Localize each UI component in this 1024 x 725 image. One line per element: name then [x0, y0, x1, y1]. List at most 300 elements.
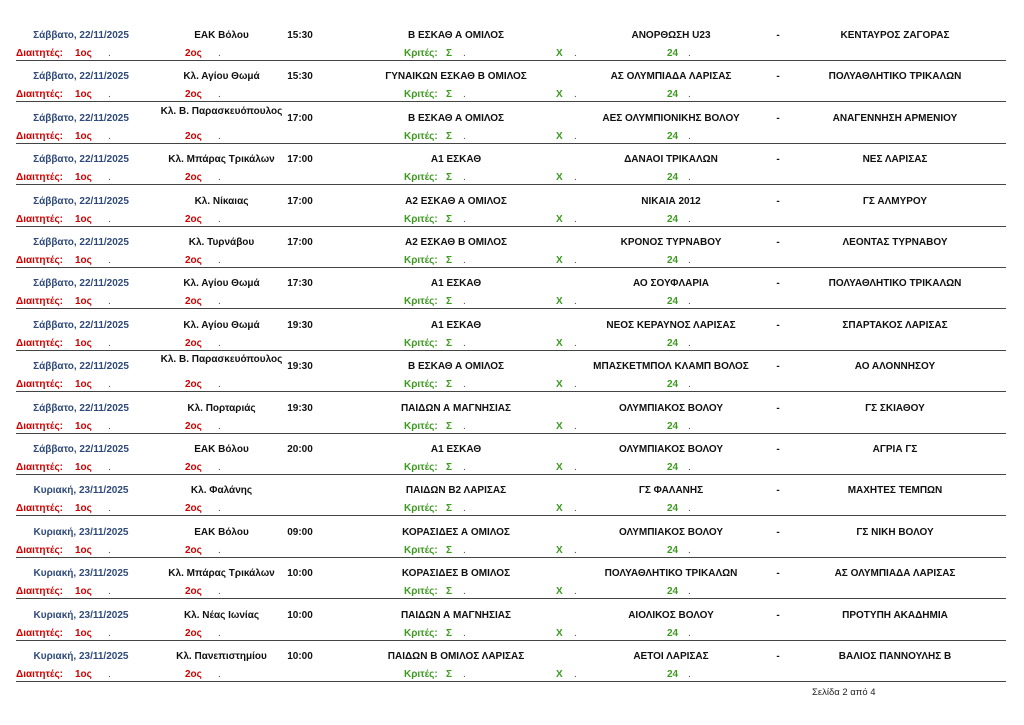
match-competition: Α2 ΕΣΚΑΘ Α ΟΜΙΛΟΣ [405, 195, 507, 207]
referee-1-label: 1ος [75, 586, 92, 598]
judge-24-label: 24 [667, 503, 679, 515]
match-date: Σάββατο, 22/11/2025 [33, 237, 129, 248]
placeholder-dot: . [574, 48, 577, 59]
placeholder-dot: . [688, 48, 691, 59]
referee-2-label: 2ος [185, 462, 202, 473]
match-competition: Α1 ΕΣΚΑΘ [430, 444, 482, 455]
match-row [16, 641, 1006, 682]
match-row [16, 393, 1006, 434]
judges-label: Κριτές: [404, 255, 438, 266]
placeholder-dot: . [463, 544, 466, 556]
match-venue: Κλ. Μπάρας Τρικάλων [168, 154, 275, 166]
placeholder-dot: . [463, 503, 466, 515]
referee-1-label: 1ος [75, 172, 92, 184]
judge-24-label: 24 [667, 627, 679, 639]
referees-label: Διαιτητές: [16, 627, 63, 639]
match-row [16, 227, 1006, 268]
judge-24-label: 24 [667, 130, 679, 142]
judge-x-label: Χ [556, 255, 563, 266]
referee-1-label: 1ος [75, 89, 92, 101]
judge-24-label: 24 [667, 337, 679, 349]
placeholder-dot: . [108, 586, 111, 598]
home-team: ΝΙΚΑΙΑ 2012 [641, 195, 701, 207]
match-competition: Β ΕΣΚΑΘ Α ΟΜΙΛΟΣ [407, 112, 505, 124]
judge-x-label: Χ [556, 48, 563, 59]
match-time: 17:00 [287, 195, 313, 207]
away-team: ΠΟΛΥΑΘΛΗΤΙΚΟ ΤΡΙΚΑΛΩΝ [828, 71, 962, 83]
match-date: Κυριακή, 23/11/2025 [33, 609, 129, 621]
match-time: 17:00 [287, 154, 313, 166]
placeholder-dot: . [463, 379, 466, 391]
judge-s-label: Σ [446, 669, 453, 680]
match-row [16, 103, 1006, 144]
match-time: 15:30 [287, 30, 313, 41]
match-row [16, 351, 1006, 392]
match-row [16, 475, 1006, 516]
placeholder-dot: . [463, 48, 466, 59]
placeholder-dot: . [218, 586, 221, 598]
placeholder-dot: . [688, 172, 691, 184]
judge-s-label: Σ [446, 462, 453, 473]
judge-x-label: Χ [556, 89, 563, 101]
match-date: Σάββατο, 22/11/2025 [33, 319, 129, 331]
away-team: ΑΝΑΓΕΝΝΗΣΗ ΑΡΜΕΝΙΟΥ [832, 112, 958, 124]
home-team: ΟΛΥΜΠΙΑΚΟΣ ΒΟΛΟΥ [618, 444, 724, 455]
home-team: ΟΛΥΜΠΙΑΚΟΣ ΒΟΛΟΥ [618, 402, 724, 414]
referee-2-label: 2ος [185, 255, 202, 266]
placeholder-dot: . [574, 462, 577, 473]
versus-dash: - [776, 526, 780, 538]
referees-label: Διαιτητές: [16, 544, 63, 556]
match-venue: Κλ. Μπάρας Τρικάλων [168, 568, 275, 580]
versus-dash: - [776, 651, 780, 662]
judge-x-label: Χ [556, 462, 563, 473]
judge-s-label: Σ [446, 213, 453, 225]
match-date: Σάββατο, 22/11/2025 [33, 30, 129, 41]
placeholder-dot: . [218, 462, 221, 473]
placeholder-dot: . [108, 296, 111, 308]
referees-label: Διαιτητές: [16, 130, 63, 142]
match-date: Σάββατο, 22/11/2025 [33, 112, 129, 124]
match-venue: Κλ. Β. Παρασκευόπουλος [160, 105, 283, 117]
match-date: Σάββατο, 22/11/2025 [33, 154, 129, 166]
judge-24-label: 24 [667, 669, 679, 680]
placeholder-dot: . [463, 586, 466, 598]
match-competition: Β ΕΣΚΑΘ Α ΟΜΙΛΟΣ [407, 30, 505, 41]
placeholder-dot: . [688, 462, 691, 473]
placeholder-dot: . [688, 255, 691, 266]
judges-label: Κριτές: [404, 296, 438, 308]
placeholder-dot: . [574, 130, 577, 142]
placeholder-dot: . [463, 213, 466, 225]
match-venue: Κλ. Φαλάνης [190, 485, 253, 497]
referee-1-label: 1ος [75, 48, 92, 59]
match-row [16, 186, 1006, 227]
placeholder-dot: . [688, 89, 691, 101]
placeholder-dot: . [574, 586, 577, 598]
placeholder-dot: . [688, 627, 691, 639]
versus-dash: - [776, 195, 780, 207]
judge-24-label: 24 [667, 255, 679, 266]
placeholder-dot: . [218, 130, 221, 142]
placeholder-dot: . [218, 379, 221, 391]
referee-2-label: 2ος [185, 503, 202, 515]
away-team: ΓΣ ΣΚΙΑΘΟΥ [865, 402, 925, 414]
referee-2-label: 2ος [185, 48, 202, 59]
match-date: Σάββατο, 22/11/2025 [33, 278, 129, 290]
placeholder-dot: . [463, 89, 466, 101]
match-venue: ΕΑΚ Βόλου [194, 30, 249, 41]
referees-label: Διαιτητές: [16, 462, 63, 473]
judge-s-label: Σ [446, 89, 453, 101]
judge-x-label: Χ [556, 213, 563, 225]
match-time: 15:30 [287, 71, 313, 83]
judges-label: Κριτές: [404, 213, 438, 225]
placeholder-dot: . [108, 255, 111, 266]
placeholder-dot: . [574, 379, 577, 391]
placeholder-dot: . [688, 337, 691, 349]
home-team: ΓΣ ΦΑΛΑΝΗΣ [638, 485, 704, 497]
placeholder-dot: . [218, 213, 221, 225]
judges-label: Κριτές: [404, 627, 438, 639]
judge-s-label: Σ [446, 337, 453, 349]
versus-dash: - [776, 361, 780, 373]
judge-s-label: Σ [446, 296, 453, 308]
away-team: ΜΑΧΗΤΕΣ ΤΕΜΠΩΝ [847, 485, 943, 497]
judge-24-label: 24 [667, 213, 679, 225]
judge-x-label: Χ [556, 669, 563, 680]
referee-2-label: 2ος [185, 586, 202, 598]
referees-label: Διαιτητές: [16, 48, 63, 59]
versus-dash: - [776, 237, 780, 248]
judge-24-label: 24 [667, 379, 679, 391]
match-venue: Κλ. Νέας Ιωνίας [183, 609, 260, 621]
judges-label: Κριτές: [404, 89, 438, 101]
placeholder-dot: . [574, 255, 577, 266]
match-row [16, 310, 1006, 351]
placeholder-dot: . [574, 296, 577, 308]
placeholder-dot: . [108, 172, 111, 184]
judge-24-label: 24 [667, 172, 679, 184]
placeholder-dot: . [688, 379, 691, 391]
page-number: Σελίδα 2 από 4 [812, 687, 876, 698]
versus-dash: - [776, 485, 780, 497]
placeholder-dot: . [108, 48, 111, 59]
match-time: 19:30 [287, 361, 313, 373]
match-competition: Β ΕΣΚΑΘ Α ΟΜΙΛΟΣ [407, 361, 505, 373]
placeholder-dot: . [688, 296, 691, 308]
judge-x-label: Χ [556, 420, 563, 432]
placeholder-dot: . [108, 337, 111, 349]
home-team: ΑΙΟΛΙΚΟΣ ΒΟΛΟΥ [628, 609, 714, 621]
referees-label: Διαιτητές: [16, 586, 63, 598]
versus-dash: - [776, 112, 780, 124]
match-date: Κυριακή, 23/11/2025 [33, 526, 129, 538]
placeholder-dot: . [218, 627, 221, 639]
referee-1-label: 1ος [75, 503, 92, 515]
referees-label: Διαιτητές: [16, 89, 63, 101]
match-competition: ΚΟΡΑΣΙΔΕΣ Α ΟΜΙΛΟΣ [402, 526, 510, 538]
match-time: 17:00 [287, 237, 313, 248]
judges-label: Κριτές: [404, 586, 438, 598]
placeholder-dot: . [463, 337, 466, 349]
judge-x-label: Χ [556, 337, 563, 349]
judge-x-label: Χ [556, 379, 563, 391]
placeholder-dot: . [218, 48, 221, 59]
referee-1-label: 1ος [75, 379, 92, 391]
match-date: Σάββατο, 22/11/2025 [33, 361, 129, 373]
placeholder-dot: . [688, 544, 691, 556]
versus-dash: - [776, 319, 780, 331]
match-row [16, 517, 1006, 558]
placeholder-dot: . [574, 172, 577, 184]
placeholder-dot: . [108, 669, 111, 680]
match-competition: ΠΑΙΔΩΝ Α ΜΑΓΝΗΣΙΑΣ [400, 402, 512, 414]
referee-2-label: 2ος [185, 627, 202, 639]
match-time: 10:00 [287, 609, 313, 621]
away-team: ΚΕΝΤΑΥΡΟΣ ΖΑΓΟΡΑΣ [840, 30, 950, 41]
referee-2-label: 2ος [185, 337, 202, 349]
judges-label: Κριτές: [404, 337, 438, 349]
away-team: ΑΣ ΟΛΥΜΠΙΑΔΑ ΛΑΡΙΣΑΣ [834, 568, 956, 580]
placeholder-dot: . [218, 544, 221, 556]
match-row [16, 268, 1006, 309]
judge-s-label: Σ [446, 503, 453, 515]
referee-1-label: 1ος [75, 544, 92, 556]
home-team: ΑΕΣ ΟΛΥΜΠΙΟΝΙΚΗΣ ΒΟΛΟΥ [602, 112, 740, 124]
judge-s-label: Σ [446, 172, 453, 184]
match-date: Σάββατο, 22/11/2025 [33, 71, 129, 83]
referee-2-label: 2ος [185, 172, 202, 184]
judges-label: Κριτές: [404, 379, 438, 391]
versus-dash: - [776, 154, 780, 166]
placeholder-dot: . [218, 669, 221, 680]
match-venue: Κλ. Β. Παρασκευόπουλος [160, 354, 283, 366]
judges-label: Κριτές: [404, 48, 438, 59]
judges-label: Κριτές: [404, 130, 438, 142]
match-row [16, 61, 1006, 102]
referees-label: Διαιτητές: [16, 503, 63, 515]
match-date: Κυριακή, 23/11/2025 [33, 651, 129, 662]
judge-s-label: Σ [446, 130, 453, 142]
placeholder-dot: . [688, 130, 691, 142]
referee-2-label: 2ος [185, 89, 202, 101]
away-team: ΑΓΡΙΑ ΓΣ [872, 444, 918, 455]
away-team: ΛΕΟΝΤΑΣ ΤΥΡΝΑΒΟΥ [842, 237, 948, 248]
away-team: ΣΠΑΡΤΑΚΟΣ ΛΑΡΙΣΑΣ [842, 319, 948, 331]
placeholder-dot: . [108, 420, 111, 432]
referee-2-label: 2ος [185, 379, 202, 391]
placeholder-dot: . [574, 213, 577, 225]
referee-1-label: 1ος [75, 337, 92, 349]
match-time: 09:00 [287, 526, 313, 538]
referee-2-label: 2ος [185, 544, 202, 556]
placeholder-dot: . [463, 296, 466, 308]
placeholder-dot: . [108, 89, 111, 101]
judges-label: Κριτές: [404, 544, 438, 556]
match-time: 17:00 [287, 112, 313, 124]
judges-label: Κριτές: [404, 172, 438, 184]
judge-x-label: Χ [556, 544, 563, 556]
referee-2-label: 2ος [185, 669, 202, 680]
judge-s-label: Σ [446, 544, 453, 556]
referees-label: Διαιτητές: [16, 296, 63, 308]
referees-label: Διαιτητές: [16, 172, 63, 184]
placeholder-dot: . [108, 130, 111, 142]
judge-x-label: Χ [556, 627, 563, 639]
placeholder-dot: . [108, 379, 111, 391]
match-competition: ΚΟΡΑΣΙΔΕΣ Β ΟΜΙΛΟΣ [401, 568, 511, 580]
away-team: ΓΣ ΑΛΜΥΡΟΥ [862, 195, 928, 207]
judge-24-label: 24 [667, 89, 679, 101]
match-time: 10:00 [287, 568, 313, 580]
match-date: Σάββατο, 22/11/2025 [33, 402, 129, 414]
placeholder-dot: . [688, 503, 691, 515]
placeholder-dot: . [218, 255, 221, 266]
placeholder-dot: . [218, 420, 221, 432]
judge-s-label: Σ [446, 420, 453, 432]
placeholder-dot: . [108, 544, 111, 556]
away-team: ΑΟ ΑΛΟΝΝΗΣΟΥ [854, 361, 936, 373]
match-time: 19:30 [287, 402, 313, 414]
home-team: ΚΡΟΝΟΣ ΤΥΡΝΑΒΟΥ [620, 237, 722, 248]
match-row [16, 558, 1006, 599]
placeholder-dot: . [463, 130, 466, 142]
judge-24-label: 24 [667, 462, 679, 473]
placeholder-dot: . [574, 420, 577, 432]
placeholder-dot: . [218, 172, 221, 184]
judge-24-label: 24 [667, 296, 679, 308]
referee-2-label: 2ος [185, 130, 202, 142]
judge-x-label: Χ [556, 172, 563, 184]
placeholder-dot: . [108, 213, 111, 225]
referee-1-label: 1ος [75, 255, 92, 266]
judge-x-label: Χ [556, 130, 563, 142]
placeholder-dot: . [574, 544, 577, 556]
match-row [16, 144, 1006, 185]
home-team: ΔΑΝΑΟΙ ΤΡΙΚΑΛΩΝ [624, 154, 718, 166]
referees-label: Διαιτητές: [16, 213, 63, 225]
referees-label: Διαιτητές: [16, 420, 63, 432]
referee-1-label: 1ος [75, 296, 92, 308]
away-team: ΝΕΣ ΛΑΡΙΣΑΣ [862, 154, 928, 166]
match-competition: ΓΥΝΑΙΚΩΝ ΕΣΚΑΘ Β ΟΜΙΛΟΣ [385, 71, 527, 83]
placeholder-dot: . [688, 420, 691, 432]
match-venue: Κλ. Αγίου Θωμά [183, 278, 260, 290]
versus-dash: - [776, 609, 780, 621]
referees-label: Διαιτητές: [16, 337, 63, 349]
placeholder-dot: . [574, 669, 577, 680]
placeholder-dot: . [463, 420, 466, 432]
match-competition: Α1 ΕΣΚΑΘ [430, 154, 482, 166]
judge-x-label: Χ [556, 296, 563, 308]
home-team: ΟΛΥΜΠΙΑΚΟΣ ΒΟΛΟΥ [618, 526, 724, 538]
versus-dash: - [776, 278, 780, 290]
match-venue: Κλ. Νίκαιας [194, 195, 249, 207]
judges-label: Κριτές: [404, 669, 438, 680]
referee-1-label: 1ος [75, 627, 92, 639]
home-team: ΠΟΛΥΑΘΛΗΤΙΚΟ ΤΡΙΚΑΛΩΝ [604, 568, 738, 580]
placeholder-dot: . [574, 627, 577, 639]
referee-1-label: 1ος [75, 462, 92, 473]
judge-s-label: Σ [446, 586, 453, 598]
placeholder-dot: . [463, 462, 466, 473]
match-venue: ΕΑΚ Βόλου [194, 526, 249, 538]
away-team: ΠΟΛΥΑΘΛΗΤΙΚΟ ΤΡΙΚΑΛΩΝ [828, 278, 962, 290]
match-time: 19:30 [287, 319, 313, 331]
referee-1-label: 1ος [75, 130, 92, 142]
placeholder-dot: . [108, 503, 111, 515]
home-team: ΑΕΤΟΙ ΛΑΡΙΣΑΣ [633, 651, 709, 662]
away-team: ΒΑΛΙΟΣ ΠΑΝΝΟΥΛΗΣ Β [838, 651, 952, 662]
placeholder-dot: . [463, 669, 466, 680]
match-row [16, 434, 1006, 475]
placeholder-dot: . [688, 669, 691, 680]
match-date: Κυριακή, 23/11/2025 [33, 568, 129, 580]
match-venue: Κλ. Πανεπιστημίου [176, 651, 267, 662]
match-date: Κυριακή, 23/11/2025 [33, 485, 129, 497]
referees-label: Διαιτητές: [16, 379, 63, 391]
placeholder-dot: . [574, 89, 577, 101]
away-team: ΠΡΟΤΥΠΗ ΑΚΑΔΗΜΙΑ [842, 609, 948, 621]
placeholder-dot: . [688, 586, 691, 598]
judge-s-label: Σ [446, 379, 453, 391]
match-row [16, 600, 1006, 641]
match-time: 17:30 [287, 278, 313, 290]
match-venue: Κλ. Αγίου Θωμά [183, 319, 260, 331]
placeholder-dot: . [574, 337, 577, 349]
match-time: 20:00 [287, 444, 313, 455]
match-competition: Α1 ΕΣΚΑΘ [430, 319, 482, 331]
placeholder-dot: . [463, 255, 466, 266]
judge-24-label: 24 [667, 48, 679, 59]
judge-s-label: Σ [446, 48, 453, 59]
match-venue: Κλ. Αγίου Θωμά [183, 71, 260, 83]
judge-x-label: Χ [556, 503, 563, 515]
referee-2-label: 2ος [185, 213, 202, 225]
placeholder-dot: . [688, 213, 691, 225]
match-venue: ΕΑΚ Βόλου [194, 444, 249, 455]
judge-s-label: Σ [446, 255, 453, 266]
judge-24-label: 24 [667, 544, 679, 556]
placeholder-dot: . [108, 627, 111, 639]
match-date: Σάββατο, 22/11/2025 [33, 444, 129, 455]
referee-1-label: 1ος [75, 420, 92, 432]
home-team: ΜΠΑΣΚΕΤΜΠΟΛ ΚΛΑΜΠ ΒΟΛΟΣ [593, 361, 749, 373]
referee-1-label: 1ος [75, 669, 92, 680]
match-competition: Α2 ΕΣΚΑΘ Β ΟΜΙΛΟΣ [404, 237, 508, 248]
home-team: ΑΝΟΡΘΩΣΗ U23 [631, 30, 711, 41]
judges-label: Κριτές: [404, 462, 438, 473]
away-team: ΓΣ ΝΙΚΗ ΒΟΛΟΥ [856, 526, 934, 538]
versus-dash: - [776, 71, 780, 83]
home-team: ΑΟ ΣΟΥΦΛΑΡΙΑ [632, 278, 710, 290]
match-competition: ΠΑΙΔΩΝ Β ΟΜΙΛΟΣ ΛΑΡΙΣΑΣ [387, 651, 525, 662]
match-competition: Α1 ΕΣΚΑΘ [430, 278, 482, 290]
placeholder-dot: . [463, 627, 466, 639]
match-venue: Κλ. Τυρνάβου [188, 237, 255, 248]
match-date: Σάββατο, 22/11/2025 [33, 195, 129, 207]
judge-24-label: 24 [667, 586, 679, 598]
placeholder-dot: . [218, 337, 221, 349]
versus-dash: - [776, 30, 780, 41]
judge-x-label: Χ [556, 586, 563, 598]
judges-label: Κριτές: [404, 420, 438, 432]
versus-dash: - [776, 568, 780, 580]
placeholder-dot: . [218, 89, 221, 101]
placeholder-dot: . [574, 503, 577, 515]
versus-dash: - [776, 444, 780, 455]
